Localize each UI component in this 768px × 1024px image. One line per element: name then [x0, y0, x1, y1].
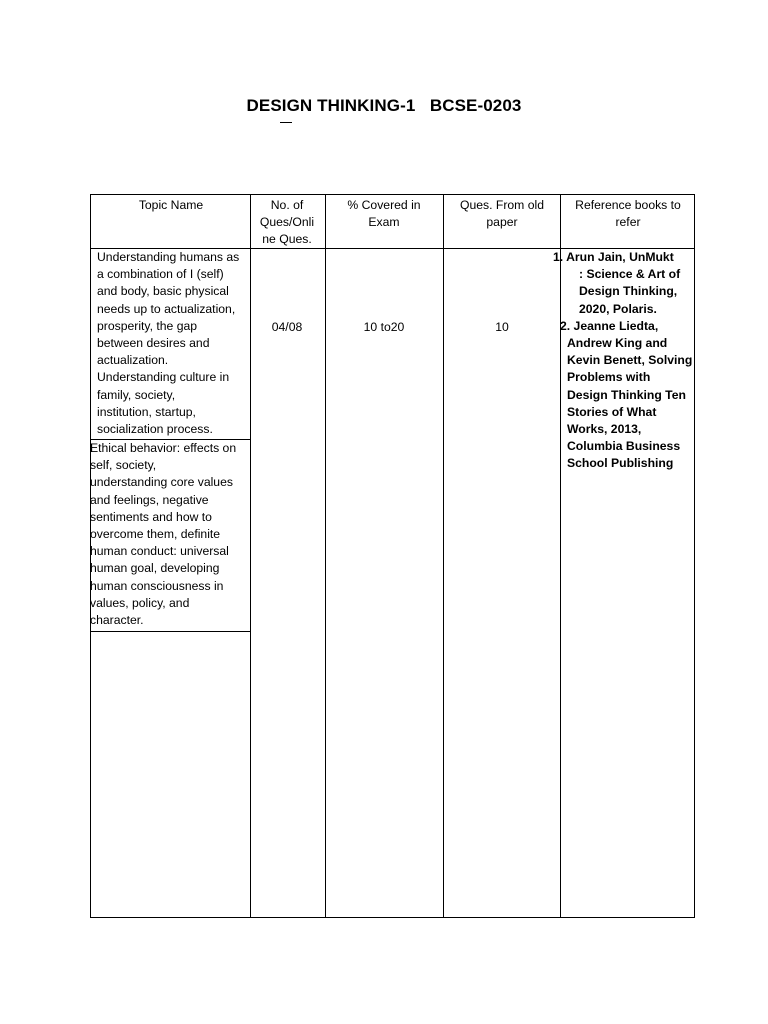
text-line: : Science & Art of [579, 267, 681, 282]
text-line: human goal, developing [90, 561, 220, 576]
text-line: needs up to actualization, [97, 301, 236, 316]
text-line: and feelings, negative [90, 492, 209, 507]
text-line: School Publishing [567, 456, 674, 471]
text-line: Problems with [567, 370, 651, 385]
text-line: and body, basic physical [97, 284, 229, 299]
header-reference-books: Reference books to refer [575, 198, 681, 230]
text-line: a combination of I (self) [97, 267, 224, 282]
reference-books-text [553, 249, 693, 473]
syllabus-table [90, 194, 695, 918]
text-line: Columbia Business [567, 439, 681, 454]
text-line: Works, 2013, [567, 422, 642, 437]
text-line: values, policy, and [90, 595, 190, 610]
text-line: 2020, Polaris. [579, 301, 657, 316]
header-no-of-questions: No. of Ques/Onli ne Ques. [259, 198, 315, 247]
column-divider [325, 195, 326, 917]
text-line: between desires and [97, 336, 210, 351]
header-old-paper: Ques. From old paper [460, 198, 544, 230]
text-line: Understanding humans as [97, 250, 240, 264]
text-line: Kevin Benett, Solving [567, 353, 693, 368]
text-line: sentiments and how to [90, 509, 212, 524]
covered-value: 10 to20 [363, 320, 405, 334]
text-line: Understanding culture in [97, 370, 230, 385]
text-line: institution, startup, [97, 404, 196, 419]
page-title: DESIGN THINKING-1 BCSE-0203 [246, 96, 522, 115]
text-line: human consciousness in [90, 578, 224, 593]
text-line: human conduct: universal [90, 544, 229, 559]
text-line: self, society, [90, 458, 157, 473]
text-line: understanding core values [90, 475, 233, 490]
topic-divider [91, 631, 250, 632]
text-line: Andrew King and [567, 336, 668, 351]
topic-1-text [97, 249, 249, 438]
text-line: prosperity, the gap [97, 318, 198, 333]
old-paper-value: 10 [495, 320, 509, 334]
text-line: actualization. [97, 353, 169, 368]
questions-value: 04/08 [271, 320, 303, 334]
text-line: character. [90, 613, 144, 628]
text-line: Design Thinking Ten [567, 387, 686, 402]
title-underscore-mark [280, 122, 292, 123]
text-line: 2. Jeanne Liedta, [560, 318, 659, 333]
text-line: Stories of What [567, 404, 657, 419]
topic-2-text [90, 440, 249, 629]
text-line: socialization process. [97, 422, 213, 437]
column-divider [443, 195, 444, 917]
text-line: family, society, [97, 387, 176, 402]
text-line: 1. Arun Jain, UnMukt [553, 250, 674, 264]
column-divider [250, 195, 251, 917]
text-line: Ethical behavior: effects on [90, 441, 237, 455]
header-topic-name: Topic Name [138, 198, 204, 212]
header-percent-covered: % Covered in Exam [347, 198, 421, 230]
text-line: Design Thinking, [579, 284, 678, 299]
text-line: overcome them, definite [90, 527, 221, 542]
